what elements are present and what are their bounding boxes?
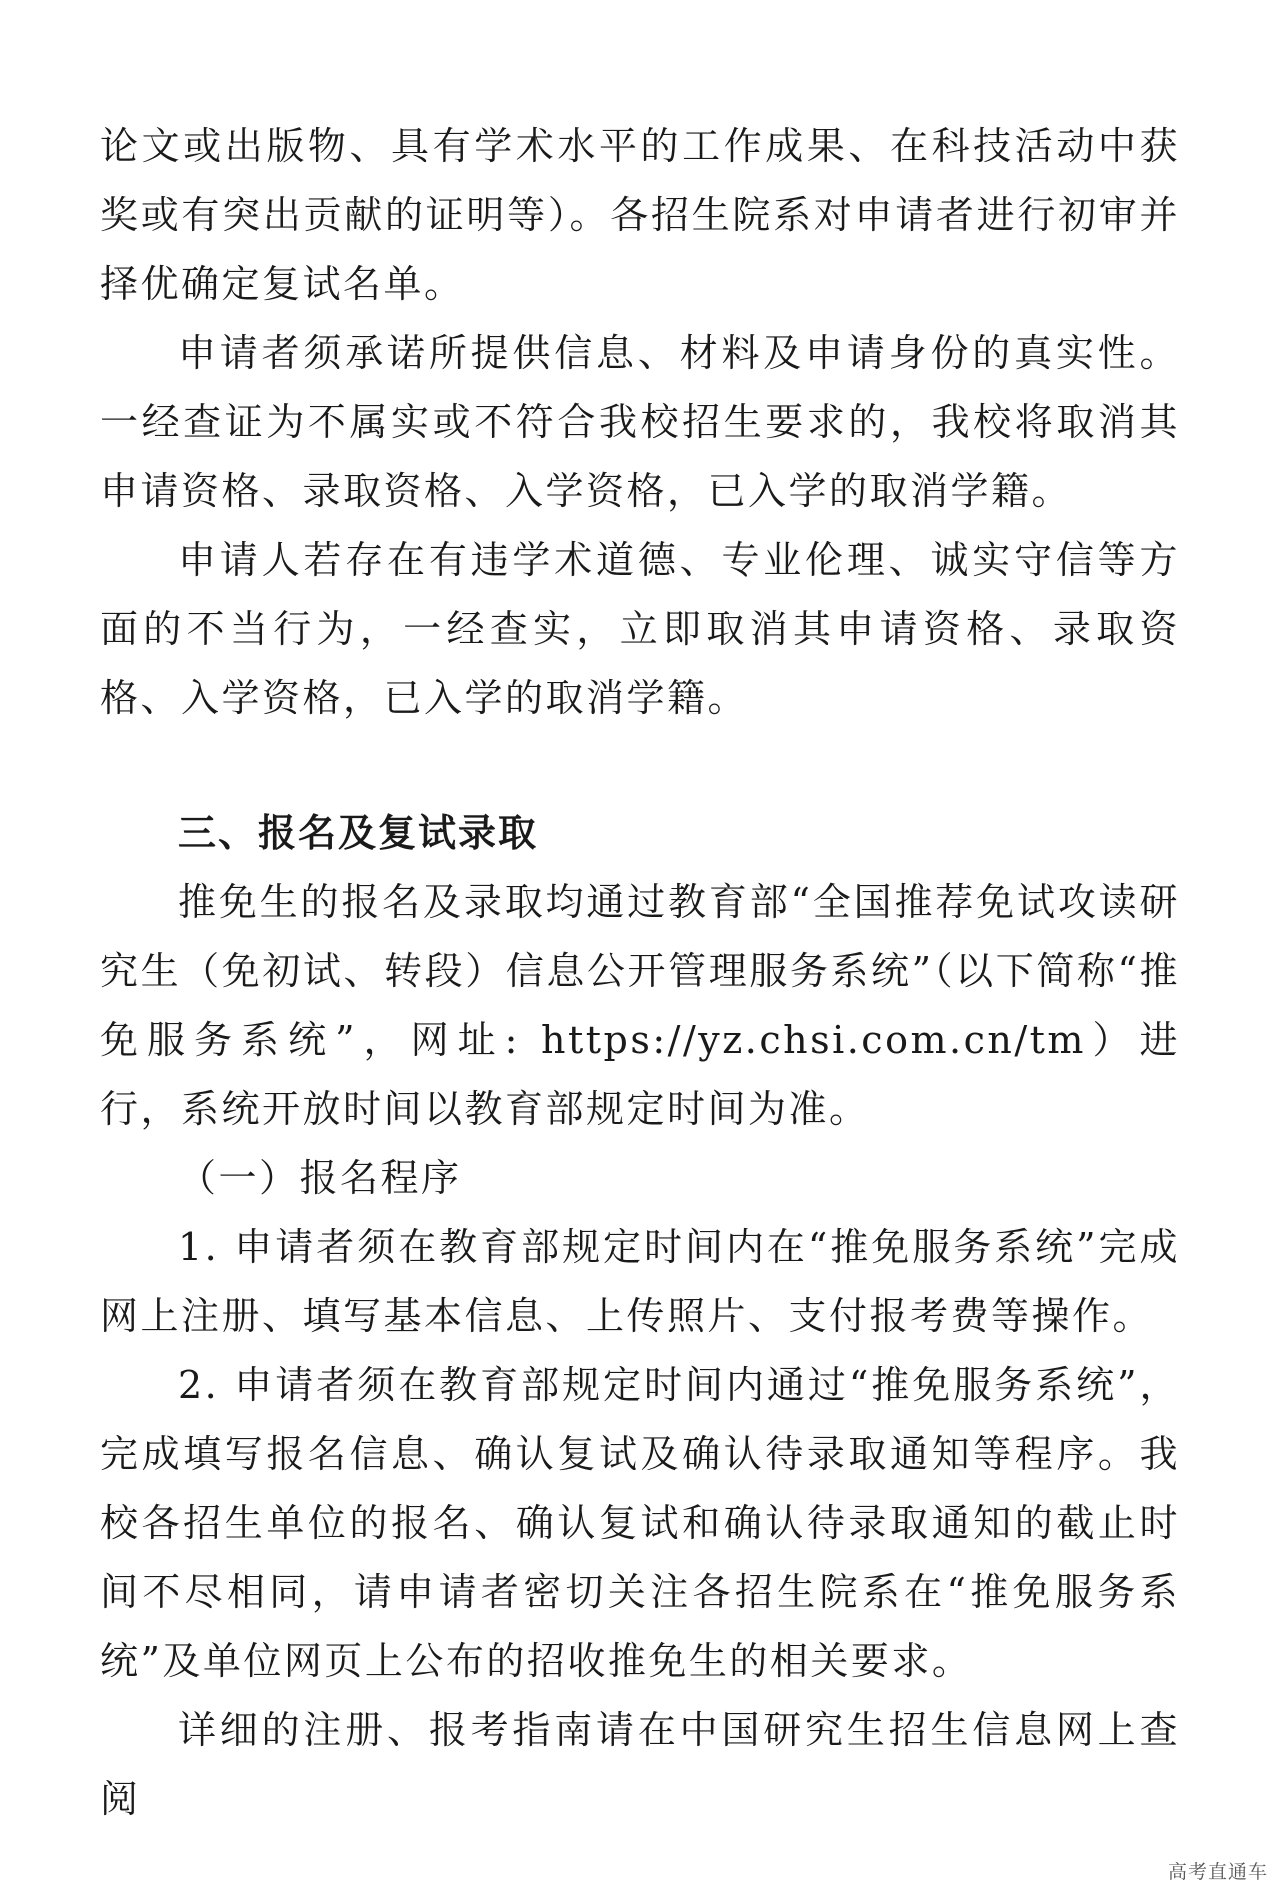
paragraph-authenticity-commitment: 申请者须承诺所提供信息、材料及申请身份的真实性。一经查证为不属实或不符合我校招生要求的，我校将取消其申请资格、录取资格、入学资格，已入学的取消学籍。 <box>100 331 1180 513</box>
list-item-confirmation: 2. 申请者须在教育部规定时间内通过“推免服务系统”，完成填写报名信息、确认复试及确认待录取通知等程序。我校各招生单位的报名、确认复试和确认待录取通知的截止时间不尽相同，请申请者密切关注各招生院系在“推免服务系统”及单位网页上公布的招收推免生的相关要求。 <box>100 1363 1180 1683</box>
section-heading: 三、报名及复试录取 <box>178 811 539 855</box>
paragraph-materials-continuation: 论文或出版物、具有学术水平的工作成果、在科技活动中获奖或有突出贡献的证明等）。各招生院系对申请者进行初审并择优确定复试名单。 <box>100 124 1180 306</box>
list-item-registration: 1. 申请者须在教育部规定时间内在“推免服务系统”完成网上注册、填写基本信息、上传照片、支付报考费等操作。 <box>100 1225 1180 1338</box>
paragraph-academic-misconduct: 申请人若存在有违学术道德、专业伦理、诚实守信等方面的不当行为，一经查实，立即取消其申请资格、录取资格、入学资格，已入学的取消学籍。 <box>100 538 1180 720</box>
watermark: 高考直通车 <box>1167 1861 1268 1883</box>
document-body <box>100 112 1180 1834</box>
section-spacer <box>100 733 1180 799</box>
paragraph-guide-reference: 详细的注册、报考指南请在中国研究生招生信息网上查阅 <box>100 1708 1180 1821</box>
subsection-heading: （一）报名程序 <box>178 1156 462 1200</box>
paragraph-section-intro: 推免生的报名及录取均通过教育部“全国推荐免试攻读研究生（免初试、转段）信息公开管理服务系统”（以下简称“推免服务系统”，网址: https://yz.chsi.com.cn/tm）进行，系统开放时间以教育部规定时间为准。 <box>100 880 1180 1131</box>
